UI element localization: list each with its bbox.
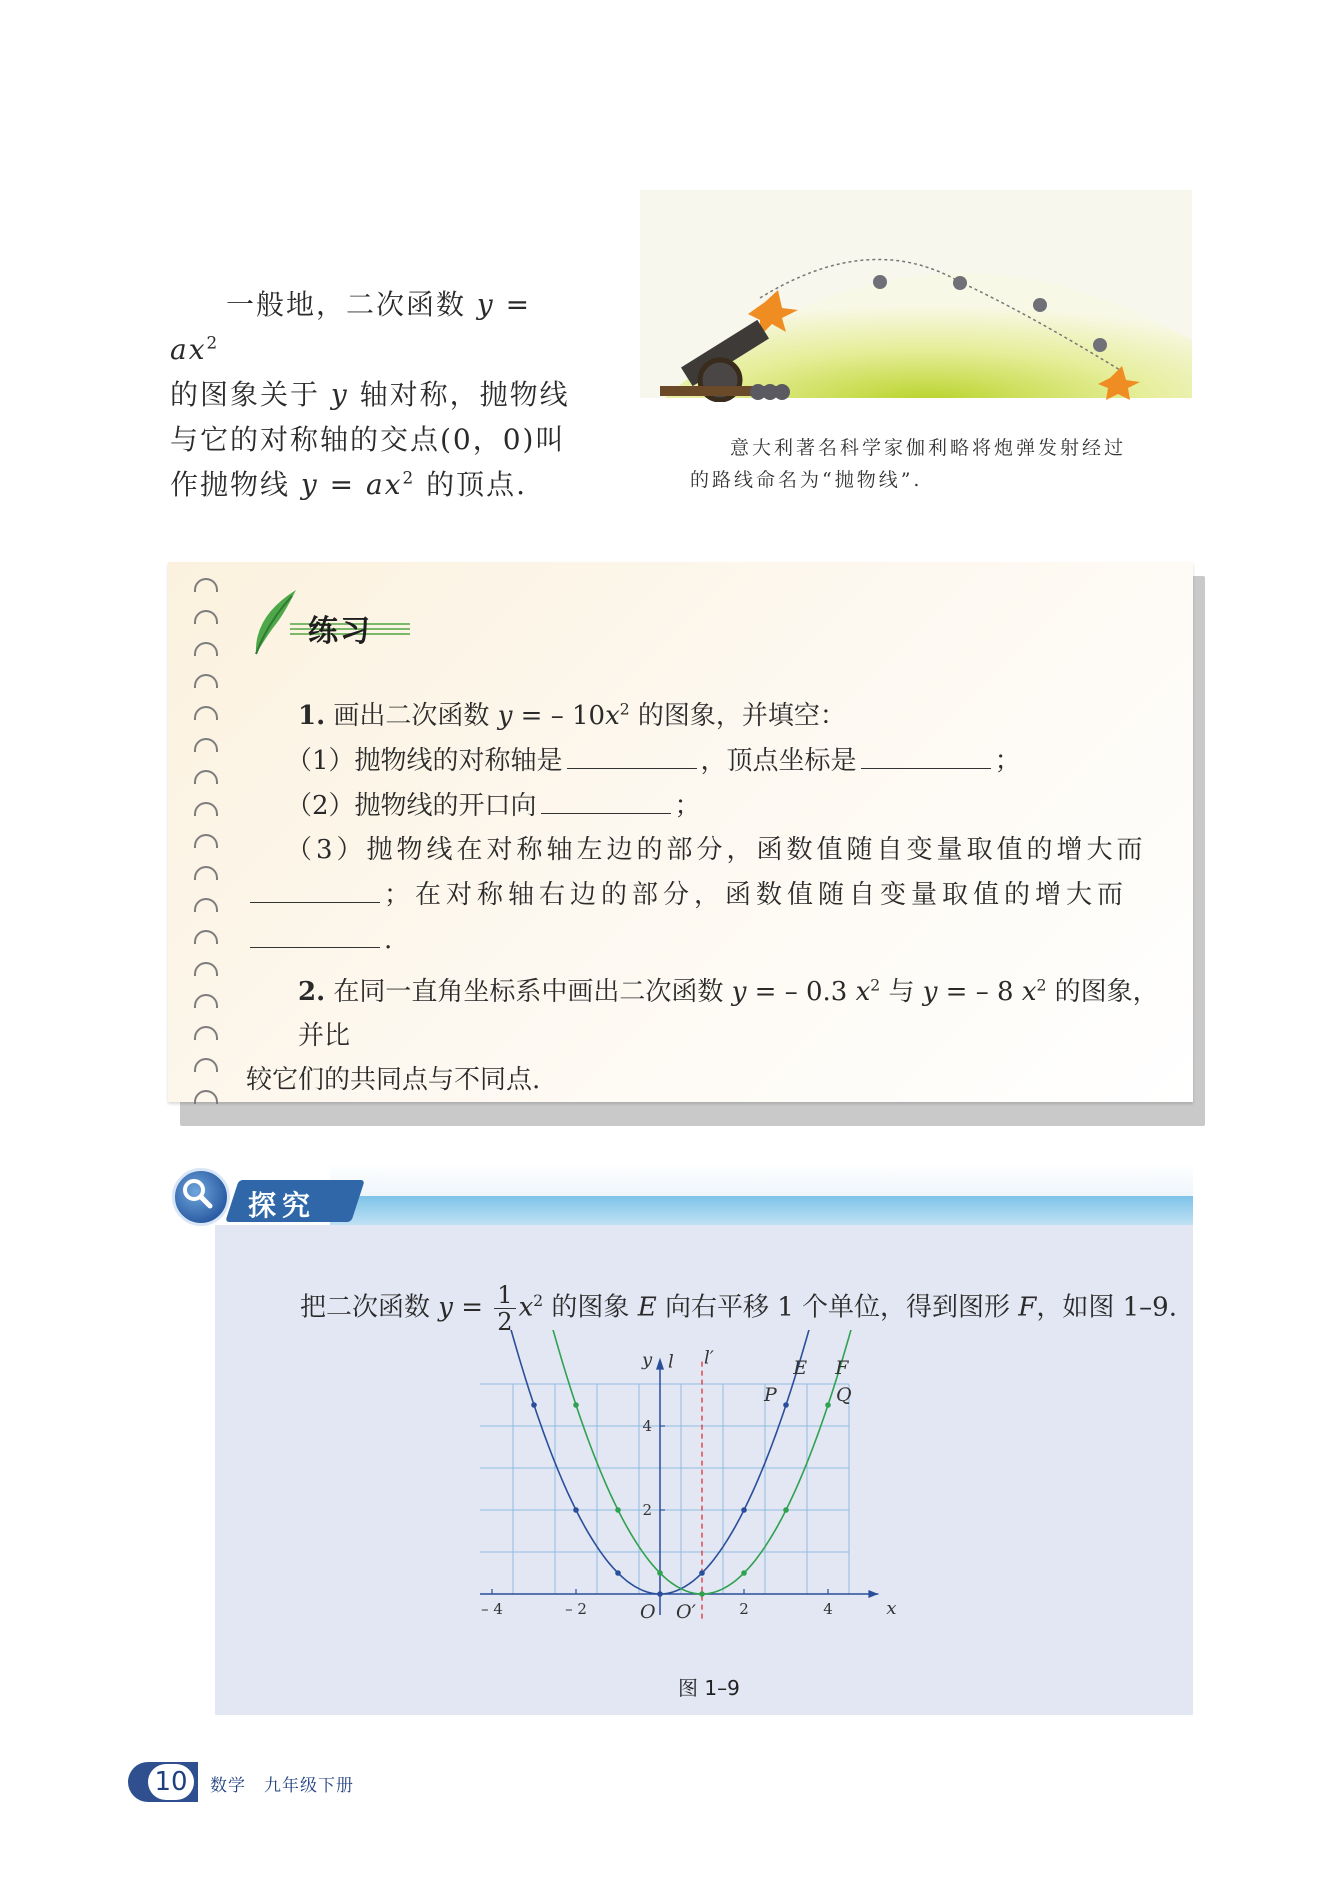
point-E [615,1570,621,1576]
y-tick-label: 2 [642,1501,652,1519]
cannon-illustration [640,190,1192,402]
explore-header-top [330,1163,1193,1196]
x-tick-label: 2 [739,1600,749,1618]
question-1-part-3: （3）抛物线在对称轴左边的部分，函数值随自变量取值的增大而 [286,835,1147,865]
explore-header-bar [330,1196,1193,1225]
curve-label-E: E [793,1357,808,1379]
answer-blank [567,738,697,769]
point-E [699,1570,705,1576]
answer-blank [250,917,380,948]
point-F [573,1402,579,1408]
fraction-one-half: $\frac{1}{2}$ [494,1282,515,1335]
origin-prime-label: O′ [676,1601,696,1623]
point-E [531,1402,537,1408]
answer-blank [541,783,671,814]
question-1-part-3-end: . [246,917,1166,962]
parabola-graph [480,1330,920,1650]
point-F [825,1402,831,1408]
answer-blank [861,738,991,769]
line-l-prime-label: l′ [704,1347,714,1369]
point-F [657,1570,663,1576]
feather-icon [246,586,306,656]
point-E [783,1402,789,1408]
exercise-content [246,694,1166,1102]
question-1-part-3-cont: ；在对称轴右边的部分，函数值随自变量取值的增大而 [246,872,1166,917]
y-tick-label: 4 [642,1417,652,1435]
y-axis-arrow [656,1358,664,1370]
origin-label: O [640,1601,656,1623]
page-number: 10 [148,1764,194,1800]
figure-caption: 图 1–9 [678,1676,740,1700]
x-tick-label: 4 [823,1600,833,1618]
y-axis-label: y [642,1349,653,1371]
question-1-part-1: （1）抛物线的对称轴是 ，顶点坐标是 ； [246,738,1166,783]
point-label-P: P [764,1384,777,1406]
point-label-Q: Q [836,1384,852,1406]
line-l-label: l [668,1351,674,1373]
question-1: 1. 画出二次函数 y = – $10x^2$ 的图象，并填空： [298,700,846,731]
point-E [657,1591,663,1597]
x-tick-label: – 2 [565,1600,587,1618]
illustration-caption: 意大利著名科学家伽利略将炮弹发射经过 的路线命名为“抛物线”. [690,437,1127,491]
point-F [741,1570,747,1576]
intro-paragraph: 一般地，二次函数 $y = ax^2$ 的图象关于 y 轴对称，抛物线 与它的对称轴的交点(0，0)叫 作抛物线 $y = ax^2$ 的顶点. [170,288,570,501]
x-tick-label: – 4 [481,1600,503,1618]
question-1-part-2: （2）抛物线的开口向 ； [246,783,1166,828]
curve-label-F: F [835,1357,849,1379]
point-F [783,1507,789,1513]
explore-text: 把二次函数 y = $\frac{1}{2}$ $x^2$ 的图象 E 向右平移 1 个单位，得到图形 F，如图 1–9. [300,1281,1177,1336]
x-axis-label: x [886,1598,897,1619]
question-2: 2. 在同一直角坐标系中画出二次函数 y = – 0.3 $x^2$ 与 y = – 8 $x^2$ 的图象，并比 [298,976,1159,1051]
point-E [573,1507,579,1513]
answer-blank [250,872,380,903]
point-E [741,1507,747,1513]
magnifier-icon [172,1168,230,1226]
question-2-cont: 较它们的共同点与不同点. [246,1065,541,1095]
point-F [615,1507,621,1513]
exercise-title: 练习 [308,614,372,649]
point-F [699,1591,705,1597]
x-axis-arrow [868,1590,878,1598]
book-title: 数学 九年级下册 [210,1776,354,1796]
explore-label: 探究 [248,1189,317,1222]
